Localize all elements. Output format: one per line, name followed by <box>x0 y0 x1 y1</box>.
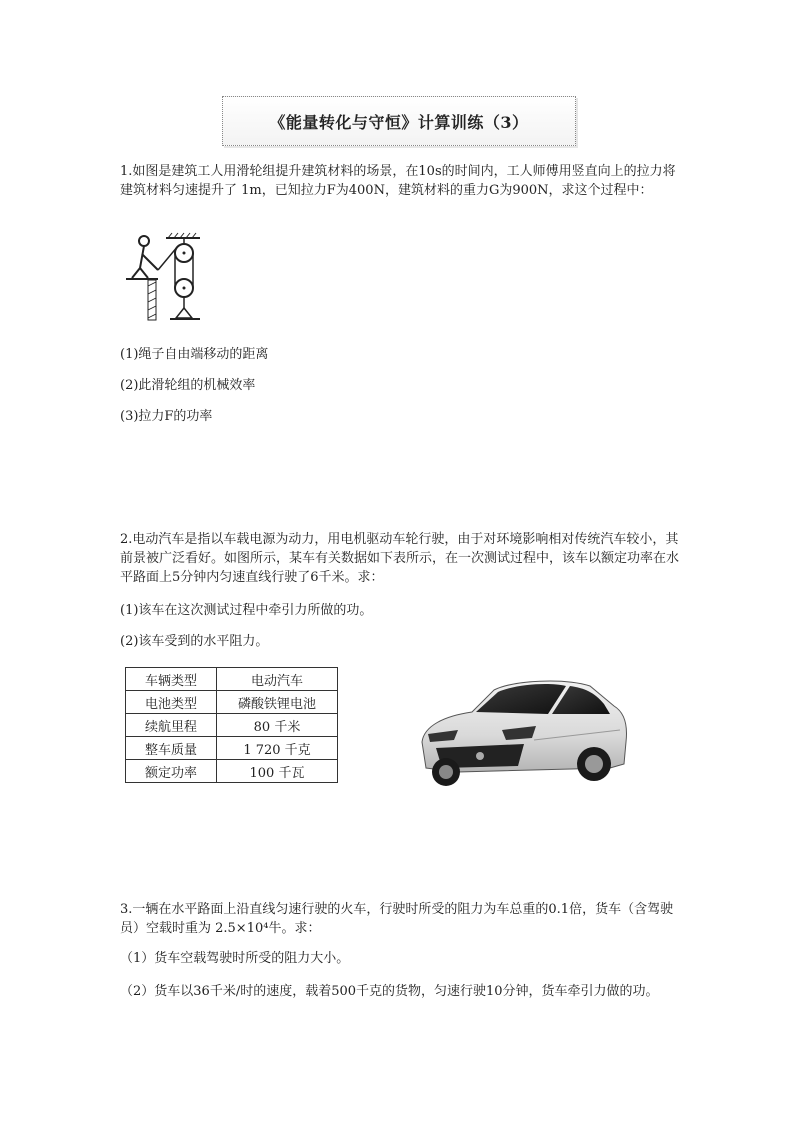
table-cell-value: 1 720 千克 <box>217 737 338 760</box>
vehicle-spec-table <box>125 667 338 783</box>
table-row <box>126 737 338 760</box>
question-1-text: 1.如图是建筑工人用滑轮组提升建筑材料的场景，在10s的时间内，工人师傅用竖直向上的拉力将建筑材料匀速提升了 1m，已知拉力F为400N，建筑材料的重力G为900N，求这个过程中： <box>120 164 676 198</box>
table-cell-key: 整车质量 <box>126 737 217 760</box>
table-row <box>126 691 338 714</box>
page-title: 《能量转化与守恒》计算训练（3） <box>222 96 576 146</box>
table-cell-value: 磷酸铁锂电池 <box>217 691 338 714</box>
table-cell-value: 100 千瓦 <box>217 760 338 783</box>
question-2-part-2: (2)该车受到的水平阻力。 <box>120 634 269 649</box>
table-cell-key: 续航里程 <box>126 714 217 737</box>
question-1-part-1: (1)绳子自由端移动的距离 <box>120 347 269 362</box>
table-cell-value: 80 千米 <box>217 714 338 737</box>
table-cell-key: 车辆类型 <box>126 668 217 691</box>
question-1-part-3: (3)拉力F的功率 <box>120 409 213 424</box>
electric-car-image <box>414 668 632 792</box>
table-cell-key: 额定功率 <box>126 760 217 783</box>
question-1-part-2: (2)此滑轮组的机械效率 <box>120 378 256 393</box>
question-2-part-1: (1)该车在这次测试过程中牵引力所做的功。 <box>120 603 373 618</box>
question-3-part-2: （2）货车以36千米/时的速度，载着500千克的货物，匀速行驶10分钟，货车牵引力做的功。 <box>120 984 659 999</box>
table-cell-value: 电动汽车 <box>217 668 338 691</box>
question-3-text: 3.一辆在水平路面上沿直线匀速行驶的火车，行驶时所受的阻力为车总重的0.1倍，货车（含驾驶员）空载时重为 2.5×10⁴牛。求： <box>120 902 674 936</box>
table-row <box>126 760 338 783</box>
pulley-figure <box>126 232 210 324</box>
table-row <box>126 714 338 737</box>
table-cell-key: 电池类型 <box>126 691 217 714</box>
question-3-part-1: （1）货车空载驾驶时所受的阻力大小。 <box>120 951 350 966</box>
question-2-text: 2.电动汽车是指以车载电源为动力，用电机驱动车轮行驶，由于对环境影响相对传统汽车较小，其前景被广泛看好。如图所示，某车有关数据如下表所示，在一次测试过程中，该车以额定功率在水平路面上5分钟内匀速直线行驶了6千米。求： <box>120 532 680 585</box>
table-row <box>126 668 338 691</box>
